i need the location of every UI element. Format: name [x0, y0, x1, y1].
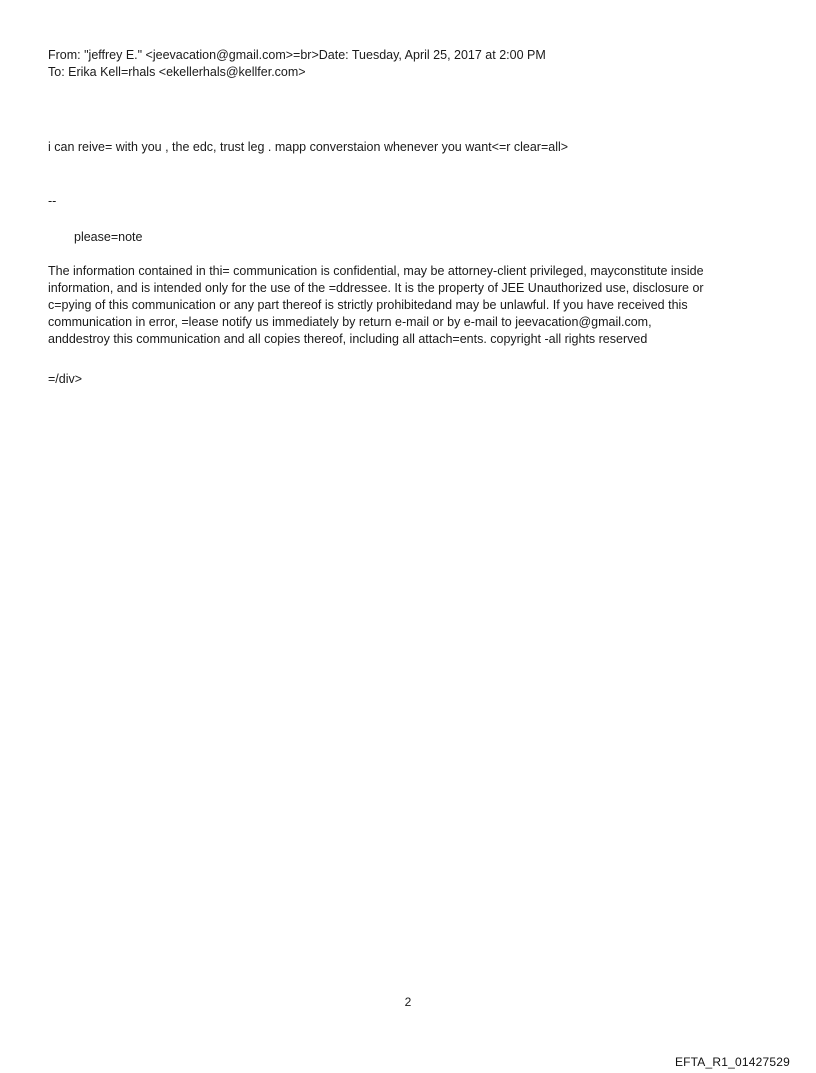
disclaimer-line: information, and is intended only for the use of the =ddressee. It is the property of JEE Unauthorized use, disclosure or — [48, 281, 704, 295]
disclaimer-line: c=pying of this communication or any part thereof is strictly prohibitedand may be unlawful. If you have received this — [48, 298, 688, 312]
signature-separator: -- — [48, 194, 57, 208]
email-from-date-line: From: "jeffrey E." <jeevacation@gmail.com>=br>Date: Tuesday, April 25, 2017 at 2:00 PM — [48, 48, 546, 62]
email-body-message: i can reive= with you , the edc, trust leg . mapp converstaion whenever you want<=r clear=all> — [48, 140, 569, 154]
page-number: 2 — [404, 995, 412, 1009]
email-to-line: To: Erika Kell=rhals <ekellerhals@kellfer.com> — [48, 65, 306, 79]
disclaimer-line: The information contained in thi= communication is confidential, may be attorney-client privileged, mayconstitute inside — [48, 264, 704, 278]
closing-markup-text: =/div> — [48, 372, 83, 386]
disclaimer-line: anddestroy this communication and all copies thereof, including all attach=ents. copyright -all rights reserved — [48, 332, 648, 346]
bates-identifier: EFTA_R1_01427529 — [674, 1055, 790, 1069]
signature-note: please=note — [74, 230, 143, 244]
disclaimer-line: communication in error, =lease notify us immediately by return e-mail or by e-mail to jeevacation@gmail.com, — [48, 315, 652, 329]
confidentiality-disclaimer — [48, 263, 778, 348]
